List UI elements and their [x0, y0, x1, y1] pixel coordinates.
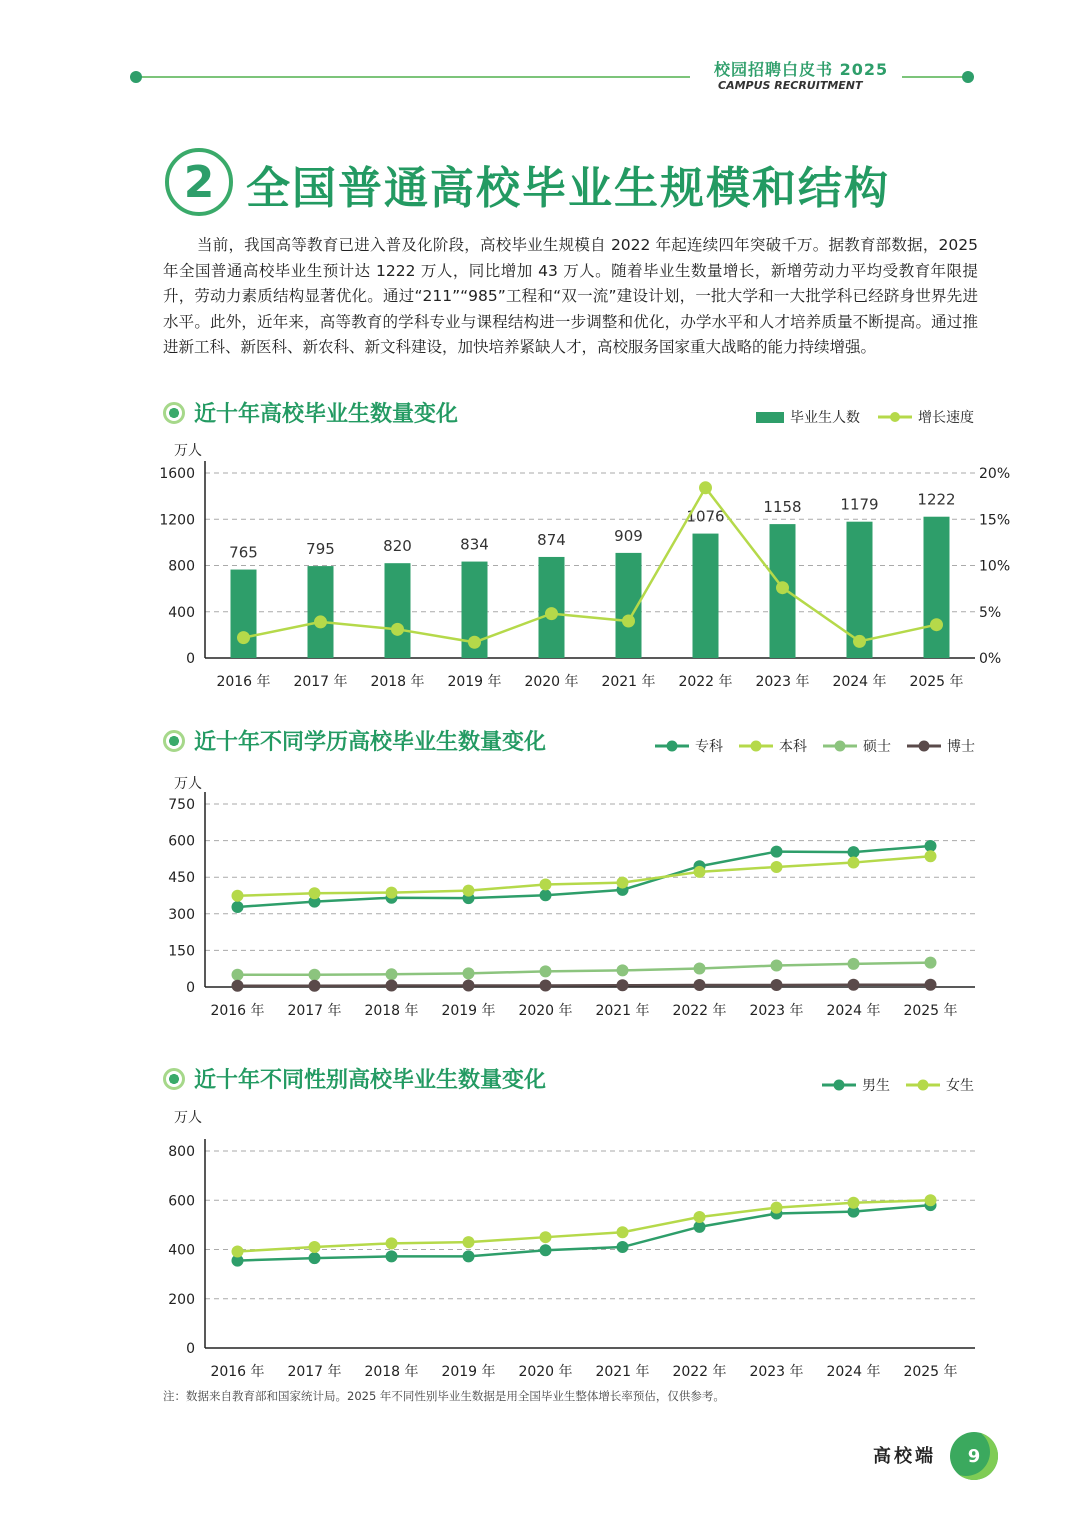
x-tick-label: 2018 年	[370, 674, 425, 690]
series-line	[238, 963, 931, 975]
data-point	[237, 631, 250, 644]
y-tick-label: 300	[168, 906, 195, 923]
data-point	[771, 846, 783, 858]
data-point	[463, 980, 475, 992]
legend-label: 增长速度	[918, 410, 974, 426]
data-point	[463, 1250, 475, 1262]
x-tick-label: 2024 年	[826, 1364, 881, 1380]
legend-label: 毕业生人数	[790, 410, 860, 426]
series-line	[238, 985, 931, 986]
data-point	[617, 1241, 629, 1253]
y-tick-label: 0	[186, 980, 195, 996]
x-tick-label: 2022 年	[678, 674, 733, 690]
y-tick-label: 400	[168, 1242, 195, 1259]
data-point	[771, 861, 783, 873]
y-tick-label: 400	[168, 604, 195, 621]
footnote: 注：数据来自教育部和国家统计局。2025 年不同性别毕业生数据是用全国毕业生整体增长率预估，仅供参考。	[163, 1389, 725, 1403]
data-point	[925, 957, 937, 969]
y-tick-label: 1200	[159, 512, 195, 529]
x-tick-label: 2019 年	[441, 1003, 496, 1019]
data-point	[540, 965, 552, 977]
chart2-title-icon	[163, 730, 185, 752]
header-subtitle: CAMPUS RECRUITMENT	[718, 79, 863, 92]
data-point	[309, 1241, 321, 1253]
data-point	[848, 857, 860, 869]
series-line	[238, 846, 931, 907]
chart3-svg	[150, 1125, 1030, 1385]
x-tick-label: 2017 年	[287, 1364, 342, 1380]
data-point	[309, 980, 321, 992]
legend-swatch	[907, 740, 941, 752]
bar-value-label: 874	[537, 530, 566, 549]
x-tick-label: 2020 年	[518, 1003, 573, 1019]
bar-value-label: 834	[460, 535, 489, 554]
legend-item	[739, 736, 807, 756]
bar-value-label: 1158	[763, 498, 802, 517]
legend-swatch	[739, 740, 773, 752]
x-tick-label: 2017 年	[293, 674, 348, 690]
bar-value-label: 820	[383, 537, 412, 556]
legend-label: 专科	[695, 739, 723, 755]
data-point	[309, 887, 321, 899]
data-point	[925, 840, 937, 852]
data-point	[232, 890, 244, 902]
y2-tick-label: 20%	[979, 466, 1011, 482]
data-point	[540, 889, 552, 901]
page-number: 9	[967, 1445, 981, 1467]
x-tick-label: 2024 年	[832, 674, 887, 690]
data-point	[463, 967, 475, 979]
x-tick-label: 2016 年	[216, 674, 271, 690]
y-tick-label: 450	[168, 870, 195, 887]
bar-value-label: 909	[614, 526, 643, 545]
chart3-legend	[822, 1075, 974, 1095]
data-point	[314, 615, 327, 628]
x-tick-label: 2020 年	[518, 1364, 573, 1380]
legend-label: 博士	[947, 739, 975, 755]
data-point	[848, 846, 860, 858]
data-point	[309, 1252, 321, 1264]
data-point	[391, 623, 404, 636]
data-point	[386, 1250, 398, 1262]
x-tick-label: 2022 年	[672, 1003, 727, 1019]
data-point	[776, 581, 789, 594]
x-tick-label: 2024 年	[826, 1003, 881, 1019]
x-tick-label: 2025 年	[903, 1003, 958, 1019]
data-point	[925, 1194, 937, 1206]
legend-label: 本科	[779, 739, 807, 755]
data-point	[468, 636, 481, 649]
chart3-title-icon	[163, 1068, 185, 1090]
legend-swatch	[655, 740, 689, 752]
chart1-unit: 万人	[174, 443, 202, 459]
data-point	[232, 901, 244, 913]
y2-tick-label: 0%	[979, 651, 1002, 667]
chart1-title-icon	[163, 402, 185, 424]
chart2-svg	[150, 790, 1030, 1025]
data-point	[617, 1226, 629, 1238]
data-point	[848, 1197, 860, 1209]
data-point	[463, 885, 475, 897]
data-point	[771, 960, 783, 972]
y-tick-label: 600	[168, 833, 195, 850]
y-tick-label: 150	[168, 943, 195, 960]
data-point	[386, 887, 398, 899]
y-tick-label: 600	[168, 1193, 195, 1210]
legend-swatch	[822, 1079, 856, 1091]
data-point	[771, 1202, 783, 1214]
x-tick-label: 2025 年	[903, 1364, 958, 1380]
header-title: 校园招聘白皮书 2025	[714, 60, 889, 79]
x-tick-label: 2023 年	[749, 1364, 804, 1380]
data-point	[540, 1231, 552, 1243]
bar-value-label: 795	[306, 540, 335, 559]
series-line	[238, 1200, 931, 1251]
y-tick-label: 0	[186, 1341, 195, 1357]
data-point	[853, 635, 866, 648]
legend-item	[907, 736, 975, 756]
x-tick-label: 2019 年	[441, 1364, 496, 1380]
x-tick-label: 2021 年	[601, 674, 656, 690]
data-point	[232, 1245, 244, 1257]
x-tick-label: 2023 年	[755, 674, 810, 690]
data-point	[694, 979, 706, 991]
bar-value-label: 1179	[840, 495, 879, 514]
legend-item	[823, 736, 891, 756]
x-tick-label: 2017 年	[287, 1003, 342, 1019]
data-point	[925, 979, 937, 991]
x-tick-label: 2023 年	[749, 1003, 804, 1019]
y2-tick-label: 5%	[979, 604, 1002, 621]
x-tick-label: 2016 年	[210, 1003, 265, 1019]
y2-tick-label: 15%	[979, 512, 1011, 529]
bar-value-label: 1076	[686, 507, 725, 526]
section-title: 全国普通高校毕业生规模和结构	[246, 163, 890, 214]
bar	[924, 517, 950, 658]
x-tick-label: 2025 年	[909, 674, 964, 690]
data-point	[617, 877, 629, 889]
chart3-title: 近十年不同性别高校毕业生数量变化	[194, 1068, 547, 1093]
data-point	[309, 969, 321, 981]
x-tick-label: 2018 年	[364, 1364, 419, 1380]
legend-item	[655, 736, 723, 756]
y-tick-label: 0	[186, 651, 195, 667]
x-tick-label: 2022 年	[672, 1364, 727, 1380]
series-line	[238, 856, 931, 896]
data-point	[617, 979, 629, 991]
section-number: 2	[183, 156, 215, 208]
legend-item	[906, 1075, 974, 1095]
data-point	[699, 481, 712, 494]
section-number-circle	[165, 148, 233, 216]
data-point	[386, 968, 398, 980]
legend-label: 男生	[862, 1078, 890, 1094]
chart1-legend-line	[878, 407, 974, 427]
legend-label: 硕士	[863, 739, 891, 755]
x-tick-label: 2020 年	[524, 674, 579, 690]
bar-value-label: 1222	[917, 490, 956, 509]
bar	[385, 563, 411, 658]
legend-bar-swatch	[756, 412, 784, 423]
data-point	[848, 979, 860, 991]
data-point	[232, 969, 244, 981]
x-tick-label: 2021 年	[595, 1364, 650, 1380]
chart2-legend	[655, 736, 975, 756]
chart1-svg	[150, 455, 1030, 700]
data-point	[386, 1237, 398, 1249]
data-point	[694, 1211, 706, 1223]
header-dot-right	[962, 71, 974, 83]
chart2-title: 近十年不同学历高校毕业生数量变化	[194, 730, 547, 755]
y2-tick-label: 10%	[979, 558, 1011, 575]
data-point	[925, 850, 937, 862]
legend-label: 女生	[946, 1078, 974, 1094]
data-point	[232, 980, 244, 992]
data-point	[694, 962, 706, 974]
data-point	[694, 866, 706, 878]
data-point	[622, 615, 635, 628]
data-point	[540, 1244, 552, 1256]
x-tick-label: 2019 年	[447, 674, 502, 690]
footer-label: 高校端	[873, 1446, 936, 1467]
data-point	[930, 618, 943, 631]
data-point	[540, 980, 552, 992]
x-tick-label: 2018 年	[364, 1003, 419, 1019]
series-line	[244, 488, 937, 642]
page-number-circle	[950, 1432, 998, 1480]
legend-swatch	[823, 740, 857, 752]
y-tick-label: 750	[168, 797, 195, 813]
data-point	[463, 1236, 475, 1248]
legend-item	[822, 1075, 890, 1095]
data-point	[771, 979, 783, 991]
bar-value-label: 765	[229, 543, 258, 562]
data-point	[848, 958, 860, 970]
chart3-unit: 万人	[174, 1110, 202, 1126]
x-tick-label: 2021 年	[595, 1003, 650, 1019]
intro-paragraph: 当前，我国高等教育已进入普及化阶段，高校毕业生规模自 2022 年起连续四年突破千万。据教育部数据，2025 年全国普通高校毕业生预计达 1222 万人，同比增加 43 万人。随着毕业生数量增长，新增劳动力平均受教育年限提升，劳动力素质结构显著优化。通过“211”“985”工程和“双一流”建设计划，一批大学和一大批学科已经跻身世界先进水平。此外，近年来，高等教育的学科专业与课程结构进一步调整和优化，办学水平和人才培养质量不断提高。通过推进新工科、新医科、新农科、新文科建设，加快培养紧缺人才，高校服务国家重大战略的能力持续增强。	[163, 236, 978, 356]
chart1-legend-bar	[756, 407, 860, 427]
y-tick-label: 800	[168, 1144, 195, 1160]
data-point	[545, 607, 558, 620]
data-point	[386, 980, 398, 992]
y-tick-label: 800	[168, 558, 195, 575]
header-dot-left	[130, 71, 142, 83]
bar	[308, 566, 334, 658]
y-tick-label: 1600	[159, 466, 195, 482]
chart1-title: 近十年高校毕业生数量变化	[194, 402, 459, 427]
series-line	[238, 1205, 931, 1260]
bar	[693, 534, 719, 658]
bar	[231, 570, 257, 658]
chart2-unit: 万人	[174, 776, 202, 792]
data-point	[617, 964, 629, 976]
legend-swatch	[906, 1079, 940, 1091]
x-tick-label: 2016 年	[210, 1364, 265, 1380]
legend-line-swatch	[878, 411, 912, 423]
y-tick-label: 200	[168, 1291, 195, 1308]
data-point	[540, 879, 552, 891]
